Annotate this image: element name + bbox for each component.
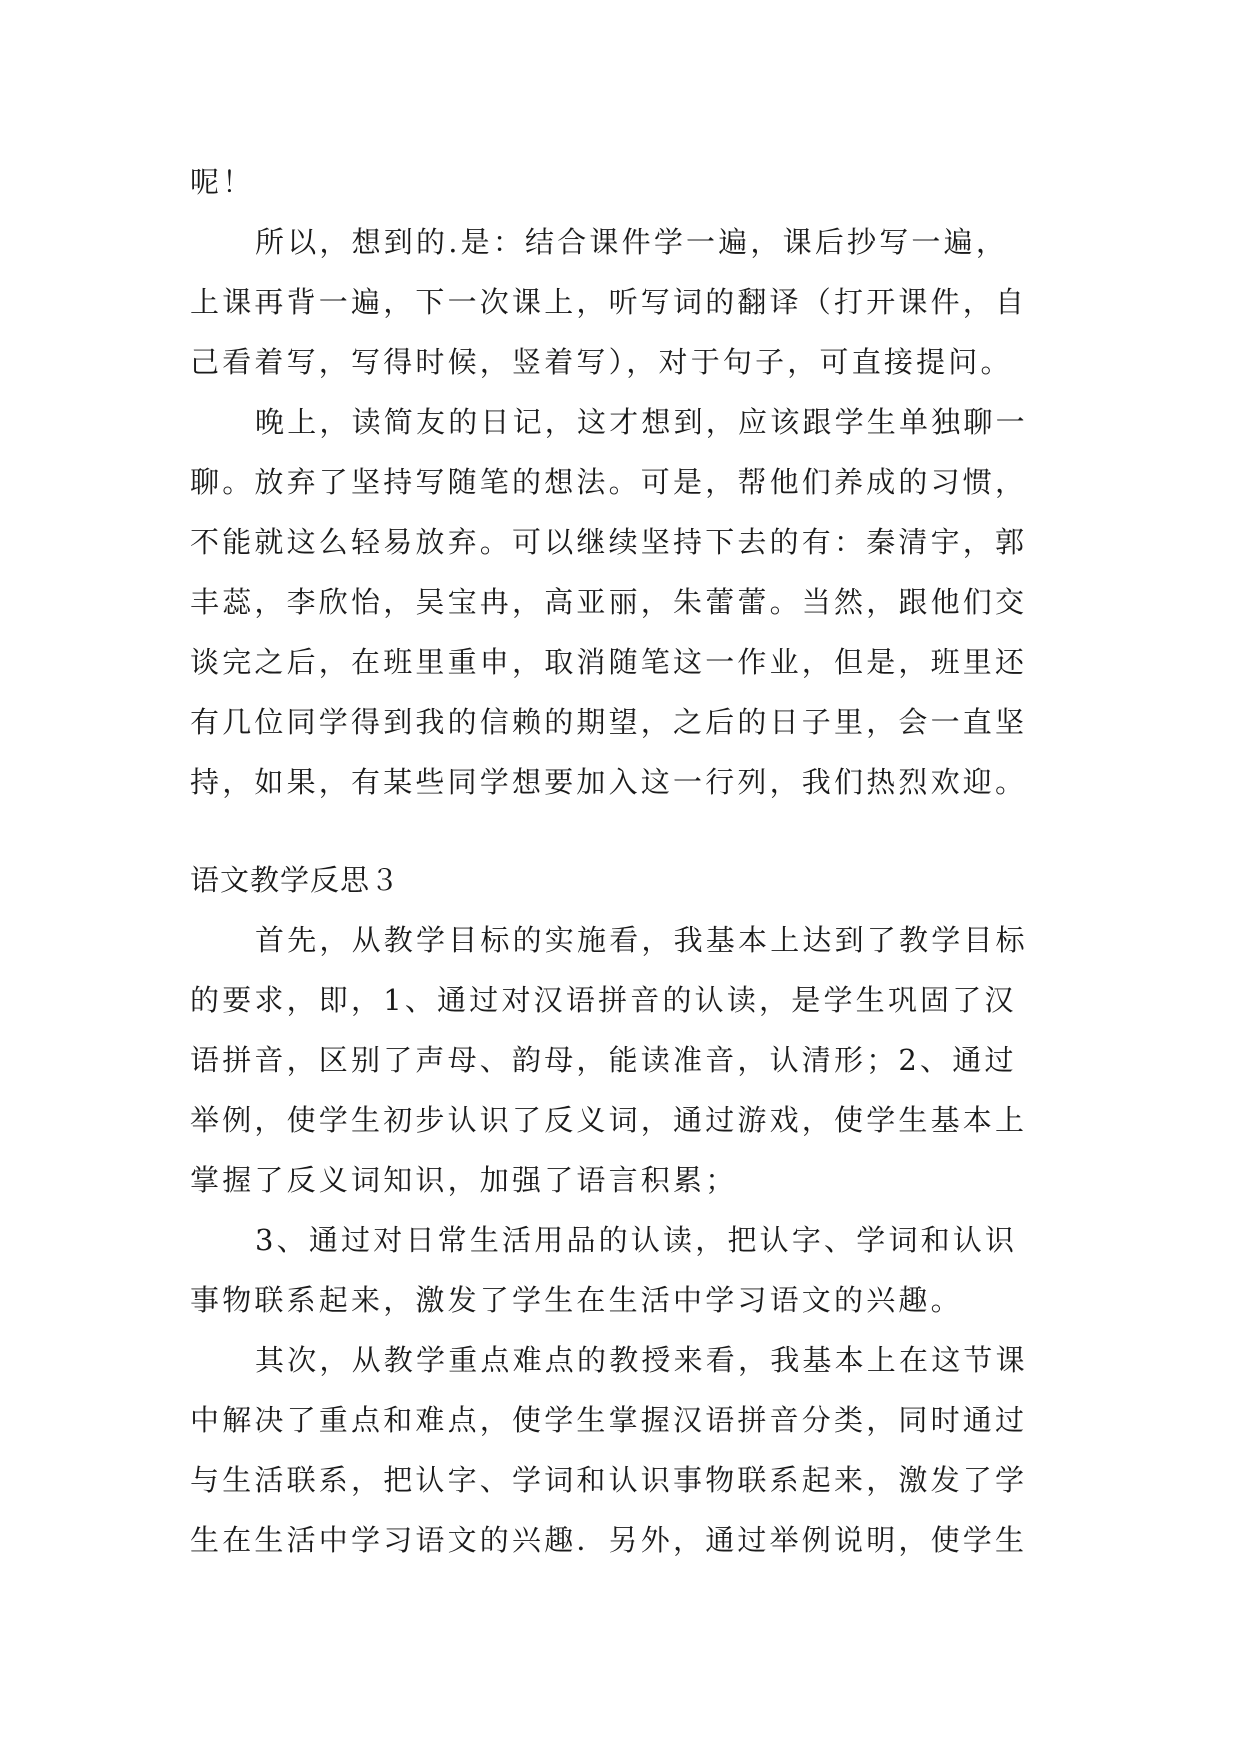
text-line: 谈完之后，在班里重申，取消随笔这一作业，但是，班里还 xyxy=(190,645,1028,679)
text-line: 不能就这么轻易放弃。可以继续坚持下去的有：秦清宇，郭 xyxy=(190,525,1028,559)
paragraph-first-line: 首先，从教学目标的实施看，我基本上达到了教学目标 xyxy=(255,923,1028,957)
text-line: 聊。放弃了坚持写随笔的想法。可是，帮他们养成的习惯， xyxy=(190,465,1028,499)
text-line: 的要求，即，1、通过对汉语拼音的认读，是学生巩固了汉 xyxy=(190,983,1017,1017)
paragraph-first-line: 其次，从教学重点难点的教授来看，我基本上在这节课 xyxy=(255,1343,1028,1377)
text-line: 丰蕊，李欣怡，吴宝冉，高亚丽，朱蕾蕾。当然，跟他们交 xyxy=(190,585,1028,619)
text-line: 持，如果，有某些同学想要加入这一行列，我们热烈欢迎。 xyxy=(190,765,1028,799)
text-line: 举例，使学生初步认识了反义词，通过游戏，使学生基本上 xyxy=(190,1103,1028,1137)
paragraph-first-line: 晚上，读简友的日记，这才想到，应该跟学生单独聊一 xyxy=(255,405,1028,439)
section-heading: 语文教学反思３ xyxy=(190,863,401,897)
text-line: 呢！ xyxy=(190,165,255,199)
text-line: 语拼音，区别了声母、韵母，能读准音，认清形；2、通过 xyxy=(190,1043,1017,1077)
text-line: 上课再背一遍，下一次课上，听写词的翻译（打开课件，自 xyxy=(190,285,1028,319)
text-line: 掌握了反义词知识，加强了语言积累； xyxy=(190,1163,738,1197)
text-line: 生在生活中学习语文的兴趣．另外，通过举例说明，使学生 xyxy=(190,1523,1028,1557)
text-line: 事物联系起来，激发了学生在生活中学习语文的兴趣。 xyxy=(190,1283,963,1317)
text-line: 与生活联系，把认字、学词和认识事物联系起来，激发了学 xyxy=(190,1463,1028,1497)
paragraph-first-line: 所以，想到的.是：结合课件学一遍，课后抄写一遍， xyxy=(255,225,1009,259)
text-line: 有几位同学得到我的信赖的期望，之后的日子里，会一直坚 xyxy=(190,705,1028,739)
text-line: 中解决了重点和难点，使学生掌握汉语拼音分类，同时通过 xyxy=(190,1403,1028,1437)
paragraph-first-line: 3、通过对日常生活用品的认读，把认字、学词和认识 xyxy=(255,1223,1018,1257)
text-line: 己看着写，写得时候，竖着写），对于句子，可直接提问。 xyxy=(190,345,1013,379)
